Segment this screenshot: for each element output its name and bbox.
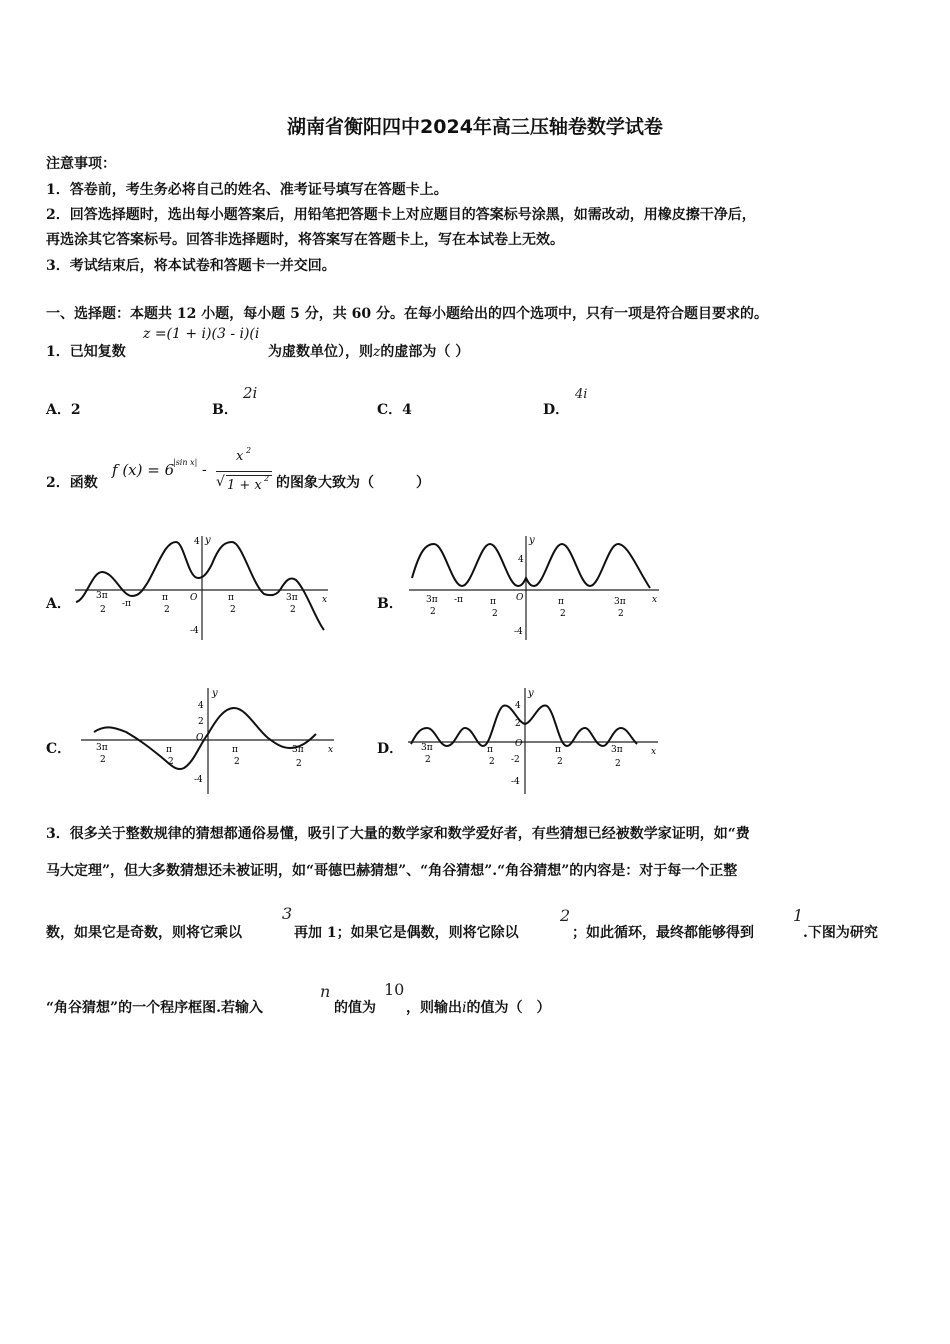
q3-line-3a: 数，如果它是奇数，则将它乘以: [46, 925, 242, 941]
graph-b: [404, 530, 666, 642]
graph-c-tick-3pi2: 3π: [292, 745, 304, 755]
page-title: 湖南省衡阳四中2024年高三压轴卷数学试卷: [287, 116, 663, 138]
q2-option-a: A．: [46, 596, 71, 612]
graph-a-neg-pi: -π: [122, 599, 131, 609]
section-heading: 一、选择题：本题共 12 小题，每小题 5 分，共 60 分。在每小题给出的四个选项中，只有一项是符合题目要求的。: [46, 306, 768, 322]
notice-item-1: 1．答卷前，考生务必将自己的姓名、准考证号填写在答题卡上。: [46, 182, 448, 198]
graph-c-tick-4: 4: [198, 701, 204, 711]
graph-c-origin: O: [196, 733, 204, 743]
graph-c-x-label: x: [328, 745, 334, 755]
graph-d-origin: O: [515, 739, 523, 749]
graph-d-tick-4: 4: [515, 701, 521, 711]
graph-c-tick-den: 2: [100, 755, 106, 765]
graph-b-origin: O: [516, 593, 524, 603]
q2-option-d: D．: [377, 741, 404, 757]
graph-a-y-label: y: [205, 535, 211, 546]
q3-line-3d: .下图为研究: [803, 925, 878, 941]
notice-heading: 注意事项：: [46, 156, 116, 172]
graph-d: [403, 684, 665, 796]
graph-b-tick-4: 4: [518, 555, 524, 565]
q3-line-4b: 的值为: [334, 1000, 376, 1016]
graph-a-tick-den2: 2: [164, 605, 170, 615]
graph-c-tick-den4: 2: [296, 759, 302, 769]
q3-num-1: 1: [793, 906, 804, 925]
graph-b-tick-den4: 2: [618, 609, 624, 619]
graph-b-neg-pi: -π: [454, 595, 463, 605]
graph-a-tick-4: 4: [194, 537, 200, 547]
q1-option-c: C．4: [377, 402, 412, 418]
graph-b-tick-3pi2: 3π: [614, 597, 626, 607]
q2-suffix: 的图象大致为（ ）: [276, 475, 430, 491]
graph-a-tick-den4: 2: [290, 605, 296, 615]
graph-a-x-label: x: [322, 595, 328, 605]
graph-c-y-label: y: [212, 688, 218, 699]
notice-item-2-cont: 再选涂其它答案标号。回答非选择题时，将答案写在答题卡上，写在本试卷上无效。: [46, 232, 564, 248]
q3-num-10: 10: [384, 980, 405, 999]
q2-option-c: C．: [46, 741, 72, 757]
graph-a-tick-3pi2: 3π: [286, 593, 298, 603]
graph-b-x-label: x: [652, 595, 658, 605]
graph-c-tick-neg4: -4: [194, 775, 203, 785]
graph-a-tick-neg4: -4: [190, 626, 199, 636]
graph-c-tick-den2: 2: [168, 757, 174, 767]
graph-b-tick-den: 2: [430, 607, 436, 617]
graph-d-tick-den2: 2: [489, 757, 495, 767]
q1-option-d: D．: [543, 402, 570, 418]
q3-num-2: 2: [560, 906, 571, 925]
notice-item-2: 2．回答选择题时，选出每小题答案后，用铅笔把答题卡上对应题目的答案标号涂黑，如需改动，用橡皮擦干净后，: [46, 207, 756, 223]
graph-d-tick-3pi: 3π: [421, 743, 433, 753]
graph-d-tick-3pi2: 3π: [611, 745, 623, 755]
q1-option-a: A．2: [46, 402, 81, 418]
graph-c: [76, 684, 341, 796]
q2-option-b: B．: [377, 596, 403, 612]
graph-d-tick-neg4: -4: [511, 777, 520, 787]
graph-d-tick-den: 2: [425, 755, 431, 765]
graph-c-tick-pi: π: [166, 745, 172, 755]
q3-line-3c: ；如此循环，最终都能够得到: [572, 925, 754, 941]
graph-c-tick-pi2: π: [232, 745, 238, 755]
graph-d-x-label: x: [651, 747, 657, 757]
graph-a-tick-den3: 2: [230, 605, 236, 615]
q3-line-1: 3．很多关于整数规律的猜想都通俗易懂，吸引了大量的数学家和数学爱好者，有些猜想已经被数学家证明，如“费: [46, 826, 750, 842]
graph-d-tick-den3: 2: [557, 757, 563, 767]
graph-d-y-label: y: [528, 688, 534, 699]
graph-b-tick-pi: π: [490, 597, 496, 607]
graph-b-tick-neg4: -4: [514, 627, 523, 637]
q3-line-3b: 再加 1；如果它是偶数，则将它除以: [294, 925, 519, 941]
q1-option-b: B．: [212, 402, 238, 418]
graph-c-tick-3pi: 3π: [96, 743, 108, 753]
graph-a-tick-pi: π: [162, 593, 168, 603]
q3-num-3: 3: [282, 904, 293, 923]
graph-b-tick-3pi: 3π: [426, 595, 438, 605]
graph-a-tick-3pi: 3π: [96, 591, 108, 601]
q3-line-2: 马大定理”，但大多数猜想还未被证明，如“哥德巴赫猜想”、“角谷猜想”.“角谷猜想”的内容是：对于每一个正整: [46, 863, 738, 879]
q3-var-n: n: [320, 982, 331, 1001]
q3-line-4a: “角谷猜想”的一个程序框图.若输入: [46, 1000, 263, 1016]
graph-b-tick-pi2: π: [558, 597, 564, 607]
graph-b-tick-den2: 2: [492, 609, 498, 619]
graph-c-tick-2: 2: [198, 717, 204, 727]
graph-a-tick-den: 2: [100, 605, 106, 615]
graph-d-tick-den4: 2: [615, 759, 621, 769]
graph-a-origin: O: [190, 593, 198, 603]
graph-a-tick-pi2: π: [228, 593, 234, 603]
graph-c-tick-den3: 2: [234, 757, 240, 767]
notice-item-3: 3．考试结束后，将本试卷和答题卡一并交回。: [46, 258, 336, 274]
q1-formula: z =(1 + i)(3 - i)(i: [143, 326, 260, 342]
graph-b-tick-den3: 2: [560, 609, 566, 619]
q1-suffix: 为虚数单位），则z的虚部为（ ）: [268, 344, 470, 360]
graph-d-tick-pi: π: [487, 745, 493, 755]
graph-d-tick-pi2: π: [555, 745, 561, 755]
graph-d-tick-2: 2: [515, 719, 521, 729]
q1-option-d-value: 4i: [575, 387, 588, 402]
graph-d-tick-neg2: -2: [511, 755, 520, 765]
graph-b-y-label: y: [529, 535, 535, 546]
q2-formula: f (x) = 6 |sin x| - x 2 √ 1 + x 2: [112, 458, 282, 502]
q1-option-b-value: 2i: [243, 384, 258, 402]
q1-prefix: 1．已知复数: [46, 344, 126, 360]
graph-a: [70, 530, 335, 642]
q3-line-4c: ，则输出i的值为（ ）: [406, 1000, 551, 1016]
q2-prefix: 2．函数: [46, 475, 98, 491]
